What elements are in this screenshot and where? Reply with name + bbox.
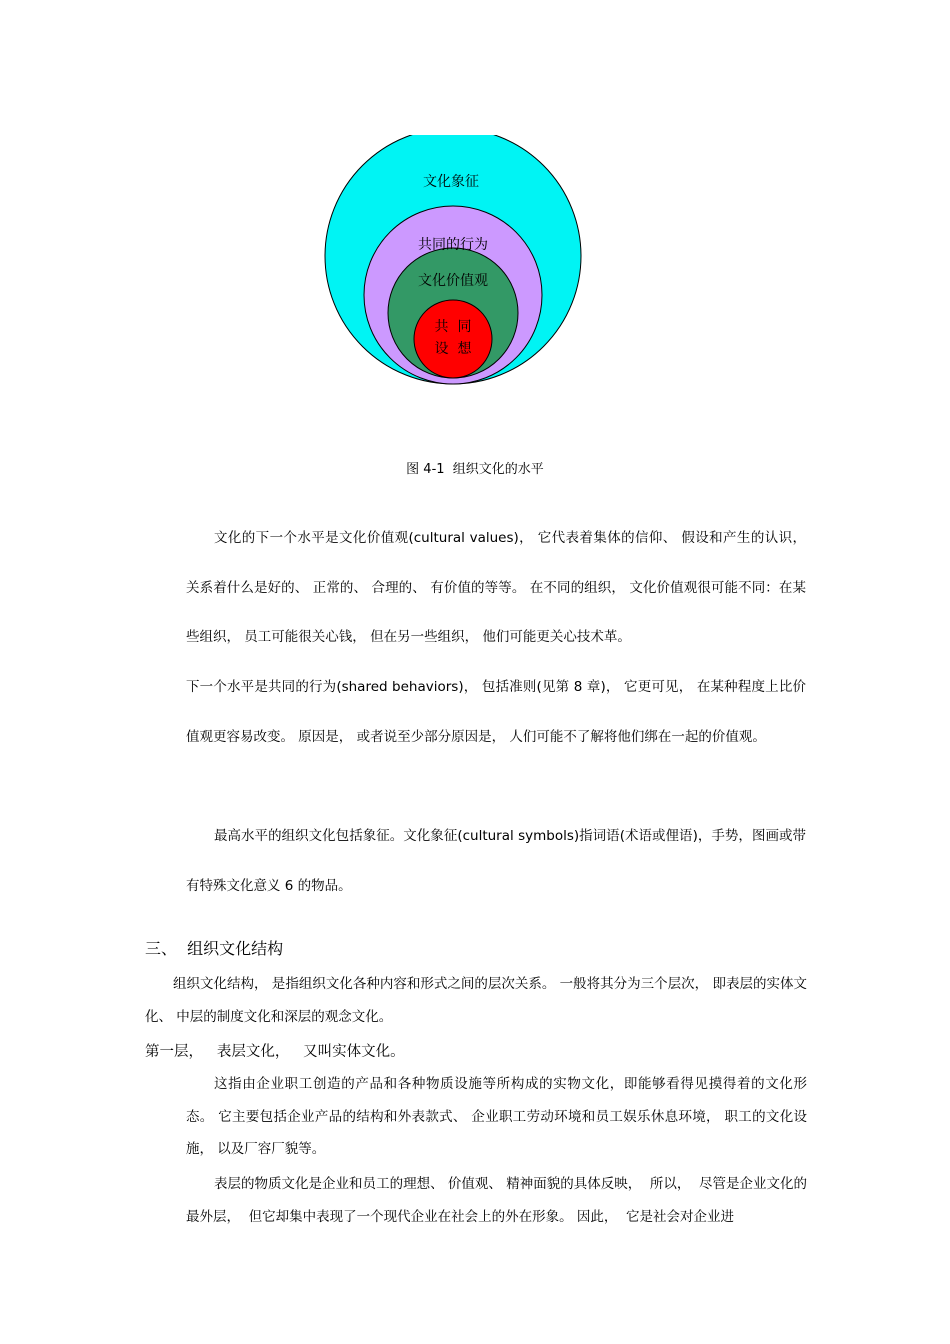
paragraph-cultural-values: 文化的下一个水平是文化价值观(cultural values)， 它代表着集体的信仰、 假设和产生的认识， 关系着什么是好的、 正常的、 合理的、 有价值的等等。 在不同的组织， 文化价值观很可能不同：在某些组织， 员工可能很关心钱， 但在另一些组织， 他们可能更关心技术革。 [186, 530, 806, 645]
subheading-layer-one: 第一层， 表层文化， 又叫实体文化。 [145, 1044, 405, 1060]
label-shared-behaviors: 共同的行为 [418, 237, 488, 253]
label-cultural-symbols: 文化象征 [423, 174, 479, 190]
paragraph-layer-one: 这指由企业职工创造的产品和各种物质设施等所构成的实物文化，即能够看得见摸得着的文化形态。 它主要包括企业产品的结构和外表款式、 企业职工劳动环境和员工娱乐休息环境， 职工的文化设施， 以及厂容厂貌等。 [186, 1076, 807, 1157]
paragraph-structure: 组织文化结构， 是指组织文化各种内容和形式之间的层次关系。 一般将其分为三个层次， 即表层的实体文化、 中层的制度文化和深层的观念文化。 [145, 976, 807, 1025]
label-shared-assumptions-2: 设 想 [434, 341, 472, 357]
culture-levels-diagram [320, 135, 590, 387]
section-heading: 三、 组织文化结构 [145, 939, 284, 958]
label-shared-assumptions-1: 共 同 [434, 319, 472, 335]
label-cultural-values: 文化价值观 [418, 273, 488, 289]
figure-caption: 图 4-1 组织文化的水平 [406, 462, 544, 477]
paragraph-cultural-symbols: 最高水平的组织文化包括象征。文化象征(cultural symbols)指词语(术语或俚语)，手势，图画或带有特殊文化意义 6 的物品。 [186, 828, 806, 894]
paragraph-shared-behaviors: 下一个水平是共同的行为(shared behaviors)， 包括准则(见第 8 章)， 它更可见， 在某种程度上比价值观更容易改变。 原因是， 或者说至少部分原因是， 人们可能不了解将他们绑在一起的价值观。 [186, 679, 806, 745]
ring-shared-assumptions [414, 300, 492, 378]
paragraph-material-culture: 表层的物质文化是企业和员工的理想、 价值观、 精神面貌的具体反映， 所以， 尽管是企业文化的最外层， 但它却集中表现了一个现代企业在社会上的外在形象。 因此， 它是社会对企业进 [186, 1176, 807, 1225]
